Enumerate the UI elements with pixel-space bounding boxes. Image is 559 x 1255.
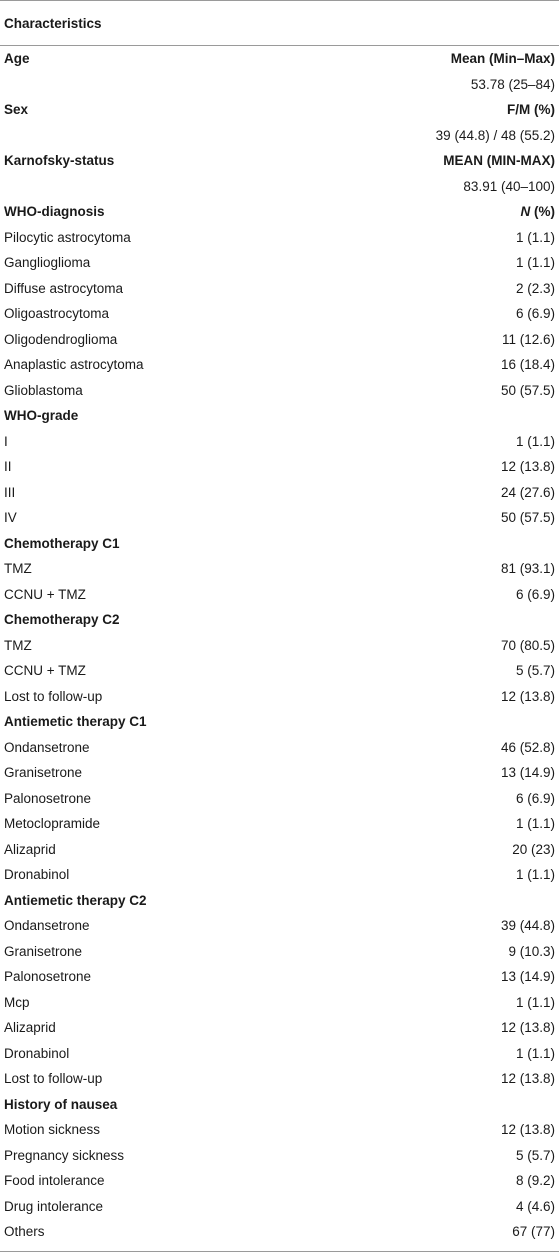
row-label: Others <box>4 1224 45 1240</box>
row-label: Alizaprid <box>4 841 56 857</box>
row-label: Pilocytic astrocytoma <box>4 229 131 245</box>
section-row <box>0 199 559 225</box>
table-row <box>0 174 559 200</box>
section-value-header: F/M (%) <box>507 102 555 118</box>
row-value: 83.91 (40–100) <box>463 178 555 194</box>
row-value: 6 (6.9) <box>515 790 555 806</box>
section-row <box>0 403 559 429</box>
table-row <box>0 786 559 812</box>
row-value: 1 (1.1) <box>515 816 555 832</box>
row-value: 39 (44.8) <box>500 918 555 934</box>
row-value: 1 (1.1) <box>515 433 555 449</box>
row-value: 12 (13.8) <box>500 1122 555 1138</box>
row-label: Metoclopramide <box>4 816 101 832</box>
table-row <box>0 862 559 888</box>
row-value: 13 (14.9) <box>500 765 555 781</box>
table-row <box>0 225 559 251</box>
section-row <box>0 709 559 735</box>
row-label: Diffuse astrocytoma <box>4 280 124 296</box>
row-label: Anaplastic astrocytoma <box>4 357 144 373</box>
row-label: Lost to follow-up <box>4 688 103 704</box>
row-label: CCNU + TMZ <box>4 586 86 602</box>
table-row <box>0 1168 559 1194</box>
table-row <box>0 964 559 990</box>
row-value: 46 (52.8) <box>500 739 555 755</box>
row-label: TMZ <box>4 637 32 653</box>
table-row <box>0 250 559 276</box>
table-row <box>0 684 559 710</box>
row-value: 12 (13.8) <box>500 459 555 475</box>
row-value: 9 (10.3) <box>508 943 555 959</box>
row-value: 53.78 (25–84) <box>470 76 555 92</box>
row-value: 24 (27.6) <box>500 484 555 500</box>
row-value: 12 (13.8) <box>500 688 555 704</box>
row-label: III <box>4 484 16 500</box>
row-label: II <box>4 459 12 475</box>
row-value: 2 (2.3) <box>515 280 555 296</box>
table-row <box>0 811 559 837</box>
section-value-header: MEAN (MIN-MAX) <box>443 153 555 169</box>
row-value: 8 (9.2) <box>515 1173 555 1189</box>
row-label: Food intolerance <box>4 1173 105 1189</box>
table-row <box>0 429 559 455</box>
table-row <box>0 454 559 480</box>
table-row <box>0 1066 559 1092</box>
row-value: 81 (93.1) <box>500 561 555 577</box>
row-value: 6 (6.9) <box>515 306 555 322</box>
row-label: Oligoastrocytoma <box>4 306 110 322</box>
section-label: Antiemetic therapy C1 <box>4 714 147 730</box>
row-value: 16 (18.4) <box>500 357 555 373</box>
row-label: IV <box>4 510 17 526</box>
section-label: Chemotherapy C2 <box>4 612 120 628</box>
table-row <box>0 735 559 761</box>
header-title: Characteristics <box>4 15 102 31</box>
row-label: Palonosetrone <box>4 969 92 985</box>
section-row <box>0 531 559 557</box>
row-label: Ondansetrone <box>4 739 90 755</box>
table-row <box>0 582 559 608</box>
row-value: 50 (57.5) <box>500 510 555 526</box>
table-row <box>0 837 559 863</box>
table-row <box>0 1143 559 1169</box>
table-row <box>0 505 559 531</box>
section-label: WHO-grade <box>4 408 79 424</box>
row-label: Granisetrone <box>4 765 83 781</box>
table-row <box>0 378 559 404</box>
table-row <box>0 939 559 965</box>
section-value-header: Mean (Min–Max) <box>450 51 555 67</box>
table-row <box>0 658 559 684</box>
row-label: Ondansetrone <box>4 918 90 934</box>
row-label: Ganglioglioma <box>4 255 91 271</box>
row-label: Palonosetrone <box>4 790 92 806</box>
row-label: I <box>4 433 8 449</box>
section-label: Antiemetic therapy C2 <box>4 892 147 908</box>
section-row <box>0 607 559 633</box>
row-value: 12 (13.8) <box>500 1020 555 1036</box>
section-label: Chemotherapy C1 <box>4 535 120 551</box>
row-value: 50 (57.5) <box>500 382 555 398</box>
table-row <box>0 480 559 506</box>
table-row <box>0 1194 559 1220</box>
table-row <box>0 633 559 659</box>
section-row <box>0 148 559 174</box>
table-row <box>0 913 559 939</box>
row-label: Alizaprid <box>4 1020 56 1036</box>
row-value: 5 (5.7) <box>515 1147 555 1163</box>
row-value: 4 (4.6) <box>515 1198 555 1214</box>
section-row <box>0 97 559 123</box>
row-value: 1 (1.1) <box>515 994 555 1010</box>
section-label: Karnofsky-status <box>4 153 115 169</box>
section-value-header: N (%) <box>520 204 555 220</box>
row-value: 39 (44.8) / 48 (55.2) <box>435 127 555 143</box>
table-row <box>0 760 559 786</box>
row-value: 1 (1.1) <box>515 229 555 245</box>
row-value: 6 (6.9) <box>515 586 555 602</box>
row-label: Oligodendroglioma <box>4 331 118 347</box>
row-value: 1 (1.1) <box>515 255 555 271</box>
row-label: Drug intolerance <box>4 1198 104 1214</box>
row-value: 1 (1.1) <box>515 867 555 883</box>
section-label: WHO-diagnosis <box>4 204 105 220</box>
row-value: 1 (1.1) <box>515 1045 555 1061</box>
table-row <box>0 276 559 302</box>
section-row <box>0 888 559 914</box>
section-label: History of nausea <box>4 1096 118 1112</box>
table-row <box>0 556 559 582</box>
row-value: 13 (14.9) <box>500 969 555 985</box>
row-value: 67 (77) <box>512 1224 555 1240</box>
table-row <box>0 1117 559 1143</box>
table-body <box>0 46 559 1245</box>
row-value: 70 (80.5) <box>500 637 555 653</box>
bottom-rule <box>0 1251 559 1252</box>
table-row <box>0 327 559 353</box>
table-row <box>0 123 559 149</box>
section-row <box>0 46 559 72</box>
row-value: 11 (12.6) <box>501 331 555 347</box>
table-row <box>0 1015 559 1041</box>
table-row <box>0 352 559 378</box>
row-value: 12 (13.8) <box>500 1071 555 1087</box>
row-label: Dronabinol <box>4 1045 70 1061</box>
section-label: Age <box>4 51 30 67</box>
row-label: Granisetrone <box>4 943 83 959</box>
row-label: Glioblastoma <box>4 382 83 398</box>
row-value: 5 (5.7) <box>515 663 555 679</box>
row-label: Motion sickness <box>4 1122 101 1138</box>
table-row <box>0 301 559 327</box>
row-label: TMZ <box>4 561 32 577</box>
table-row <box>0 990 559 1016</box>
row-label: Pregnancy sickness <box>4 1147 125 1163</box>
row-label: CCNU + TMZ <box>4 663 86 679</box>
table-row <box>0 1219 559 1245</box>
row-label: Lost to follow-up <box>4 1071 103 1087</box>
table-row <box>0 72 559 98</box>
table-row <box>0 1041 559 1067</box>
row-label: Dronabinol <box>4 867 70 883</box>
section-row <box>0 1092 559 1118</box>
section-label: Sex <box>4 102 29 118</box>
row-label: Mcp <box>4 994 30 1010</box>
table-header <box>0 1 559 45</box>
row-value: 20 (23) <box>512 841 555 857</box>
